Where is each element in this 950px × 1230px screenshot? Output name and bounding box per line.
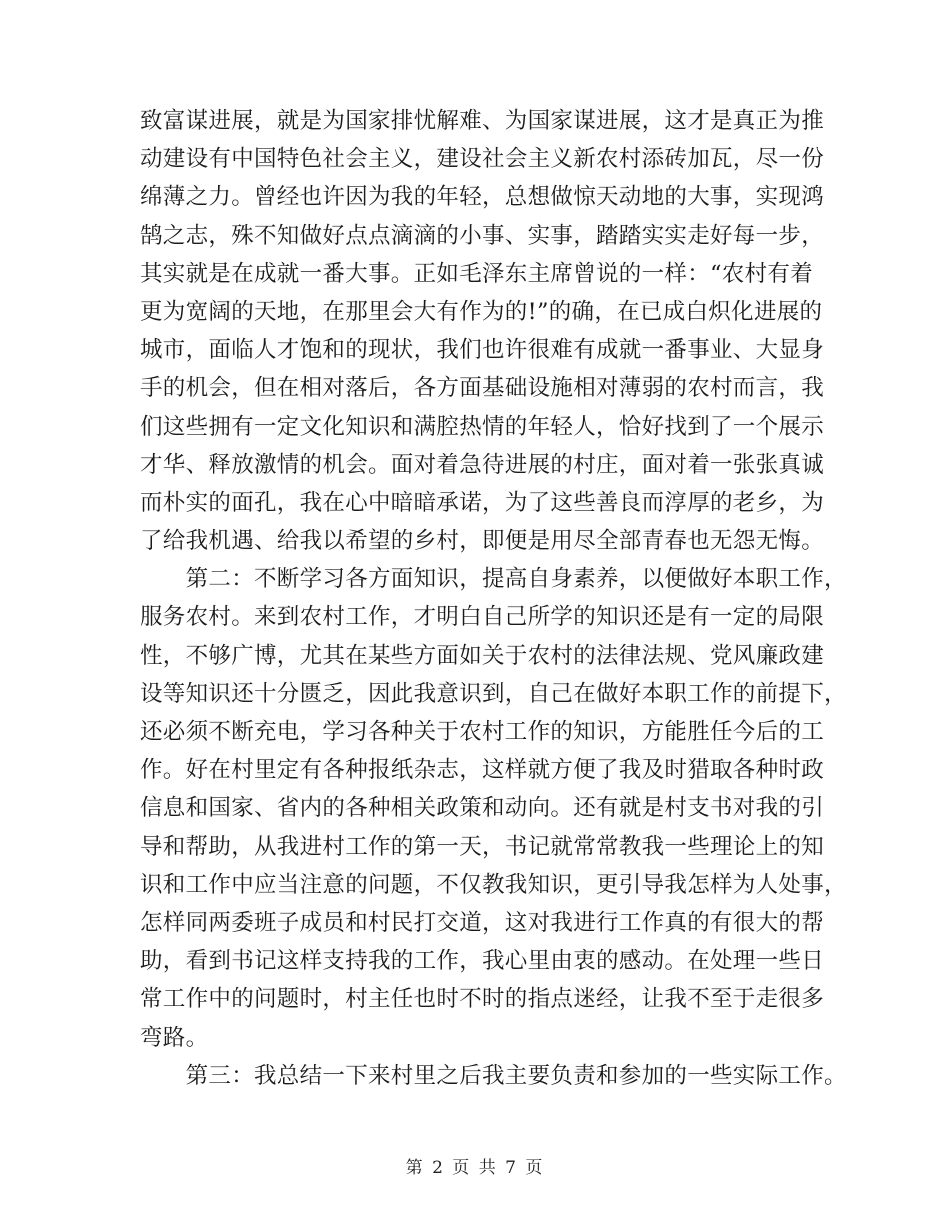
text-line: 性，不够广博，尤其在某些方面如关于农村的法律法规、党风廉政建 (140, 642, 825, 669)
text-line: 了给我机遇、给我以希望的乡村，即便是用尽全部青春也无怨无悔。 (140, 528, 825, 555)
body-text (140, 102, 847, 1095)
text-line: 服务农村。来到农村工作，才明白自己所学的知识还是有一定的局限 (140, 604, 825, 631)
text-line: 导和帮助，从我进村工作的第一天，书记就常常教我一些理论上的知 (140, 833, 825, 860)
text-line: 致富谋进展，就是为国家排忧解难、为国家谋进展，这才是真正为推 (140, 108, 825, 134)
text-line: 信息和国家、省内的各种相关政策和动向。还有就是村支书对我的引 (140, 795, 825, 822)
text-line: 常工作中的问题时，村主任也时不时的指点迷经，让我不至于走很多 (140, 986, 825, 1013)
text-line: 识和工作中应当注意的问题，不仅教我知识，更引导我怎样为人处事， (140, 871, 847, 898)
text-line: 还必须不断充电，学习各种关于农村工作的知识，方能胜任今后的工 (140, 719, 825, 745)
text-line: 弯路。 (140, 1024, 209, 1051)
text-line: 才华、释放激情的机会。面对着急待进展的村庄，面对着一张张真诚 (140, 451, 825, 478)
text-line: 鹄之志，殊不知做好点点滴滴的小事、实事，踏踏实实走好每一步， (140, 222, 825, 249)
text-line: 其实就是在成就一番大事。正如毛泽东主席曾说的一样：“农村有着 (140, 260, 814, 287)
text-line: 绵薄之力。曾经也许因为我的年轻，总想做惊天动地的大事，实现鸿 (140, 184, 825, 211)
text-line: 而朴实的面孔，我在心中暗暗承诺，为了这些善良而淳厚的老乡，为 (140, 489, 825, 516)
text-line: 作。好在村里定有各种报纸杂志，这样就方便了我及时猎取各种时政 (140, 757, 825, 784)
text-line: 城市，面临人才饱和的现状，我们也许很难有成就一番事业、大显身 (140, 337, 825, 364)
text-line: 更为宽阔的天地，在那里会大有作为的!”的确，在已成白炽化进展的 (140, 298, 823, 325)
text-line: 怎样同两委班子成员和村民打交道，这对我进行工作真的有很大的帮 (140, 909, 825, 936)
paragraph-start-line: 第三：我总结一下来村里之后我主要负责和参加的一些实际工作。 (140, 1062, 847, 1089)
text-line: 手的机会，但在相对落后，各方面基础设施相对薄弱的农村而言，我 (140, 375, 825, 402)
text-line: 们这些拥有一定文化知识和满腔热情的年轻人，恰好找到了一个展示 (140, 413, 825, 440)
text-line: 设等知识还十分匮乏，因此我意识到，自己在做好本职工作的前提下， (140, 680, 847, 707)
text-line: 助，看到书记这样支持我的工作，我心里由衷的感动。在处理一些日 (140, 948, 825, 975)
paragraph-start-line: 第二：不断学习各方面知识，提高自身素养，以便做好本职工作， (140, 566, 847, 593)
text-line: 动建设有中国特色社会主义，建设社会主义新农村添砖加瓦，尽一份 (140, 146, 825, 173)
page-number-footer: 第 2 页 共 7 页 (405, 1158, 545, 1178)
